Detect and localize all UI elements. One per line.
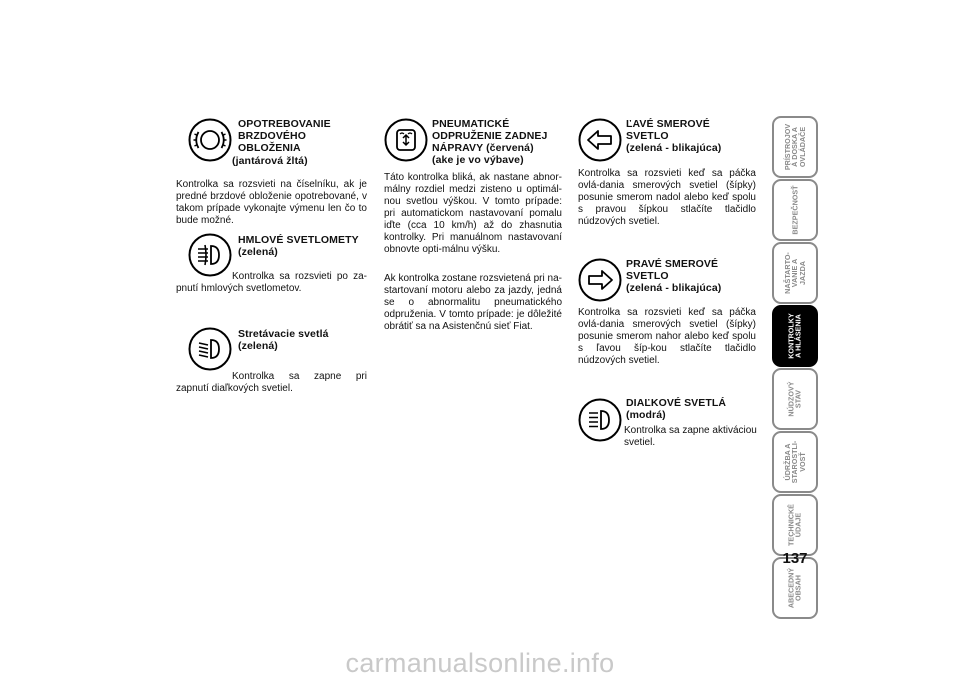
left-indicator-text: Kontrolka sa rozsvieti keď sa páčka ovlá-dania smerových svetiel (šípky) posunie smerom nadol alebo keď spolu s pravou šípkou stlačíte tlačidlo núdzových svetiel. bbox=[578, 168, 756, 227]
page-number: 137 bbox=[782, 550, 808, 567]
tab-emergency[interactable]: NÚDZOVÝ STAV bbox=[772, 368, 818, 430]
tab-maintenance[interactable]: ÚDRŽBA A STAROSTLI- VOSŤ bbox=[772, 431, 818, 493]
dipped-beam-text: Kontrolka sa zapne pri zapnutí diaľkových svetiel. bbox=[176, 371, 367, 394]
high-beam-icon bbox=[578, 398, 622, 442]
watermark: carmanualsonline.info bbox=[345, 648, 615, 678]
high-beam-title: DIAĽKOVÉ SVETLÁ (modrá) bbox=[626, 397, 727, 421]
tab-warning-lights[interactable]: KONTROLKY A HLÁSENIA bbox=[772, 305, 818, 367]
air-suspension-text-2: Ak kontrolka zostane rozsvietená pri na-startovaní motoru alebo za jazdy, jedná se o abnormalitu pneumatického odpruženia. V tomto prípade: je dôležité obrátiť sa na Asistenčnú sieť Fiat. bbox=[384, 273, 562, 332]
tab-starting-driving[interactable]: NAŠTARTO- VANIE A JAZDA bbox=[772, 242, 818, 304]
tab-instrument-panel[interactable]: PRÍSTROJOV Á DOSKA A OVLÁDAČE bbox=[772, 116, 818, 178]
right-indicator-text: Kontrolka sa rozsvieti keď sa páčka ovlá-dania smerových svetiel (šípky) posunie smerom nahor alebo keď spolu s ľavou šíp-kou stlačíte tlačidlo núdzových svetiel. bbox=[578, 307, 756, 366]
left-arrow-icon bbox=[578, 118, 622, 162]
tab-index[interactable]: ABECEDNÝ OBSAH bbox=[772, 557, 818, 619]
air-suspension-text-1: Táto kontrolka bliká, ak nastane abnor-málny rozdiel medzi zisteno u optimál-nou svetlou výškou. V tomto prípade: pri automatickom nastavovaní pomalu iďte (cca 10 km/h) až do zhasnutia kontrolky. Pri manuálnom nastavovaní obnovte opti-málnu výšku. bbox=[384, 172, 562, 255]
brake-pad-wear-icon bbox=[188, 118, 232, 162]
dipped-beam-icon bbox=[188, 327, 232, 371]
high-beam-text: Kontrolka sa zapne aktiváciou svetiel. bbox=[624, 425, 757, 448]
dipped-beam-title: Stretávacie svetlá (zelená) bbox=[238, 328, 329, 352]
brake-pads-subtitle: (jantárová žltá) bbox=[232, 155, 308, 167]
right-indicator-title: PRAVÉ SMEROVÉ SVETLO (zelená - blikajúca) bbox=[626, 258, 722, 294]
fog-lights-text: Kontrolka sa rozsvieti po za-pnutí hmlových svetlometov. bbox=[176, 271, 367, 294]
air-suspension-icon bbox=[384, 118, 428, 162]
tab-technical-data[interactable]: TECHNICKÉ ÚDAJE bbox=[772, 494, 818, 556]
tab-safety[interactable]: BEZPEČNOSŤ bbox=[772, 179, 818, 241]
fog-lights-title: HMLOVÉ SVETLOMETY (zelená) bbox=[238, 234, 359, 258]
right-arrow-icon bbox=[578, 258, 622, 302]
left-indicator-title: ĽAVÉ SMEROVÉ SVETLO (zelená - blikajúca) bbox=[626, 118, 722, 154]
brake-pads-title: OPOTREBOVANIE BRZDOVÉHO OBLOŽENIA bbox=[238, 118, 331, 154]
brake-pads-text: Kontrolka sa rozsvieti na číselníku, ak je predné brzdové obloženie opotrebované, v takom prípade vykonajte výmenu len čo to bude možné. bbox=[176, 179, 367, 226]
air-suspension-title: PNEUMATICKÉ ODPRUŽENIE ZADNEJ NÁPRAVY (červená) (ake je vo výbave) bbox=[432, 118, 548, 166]
